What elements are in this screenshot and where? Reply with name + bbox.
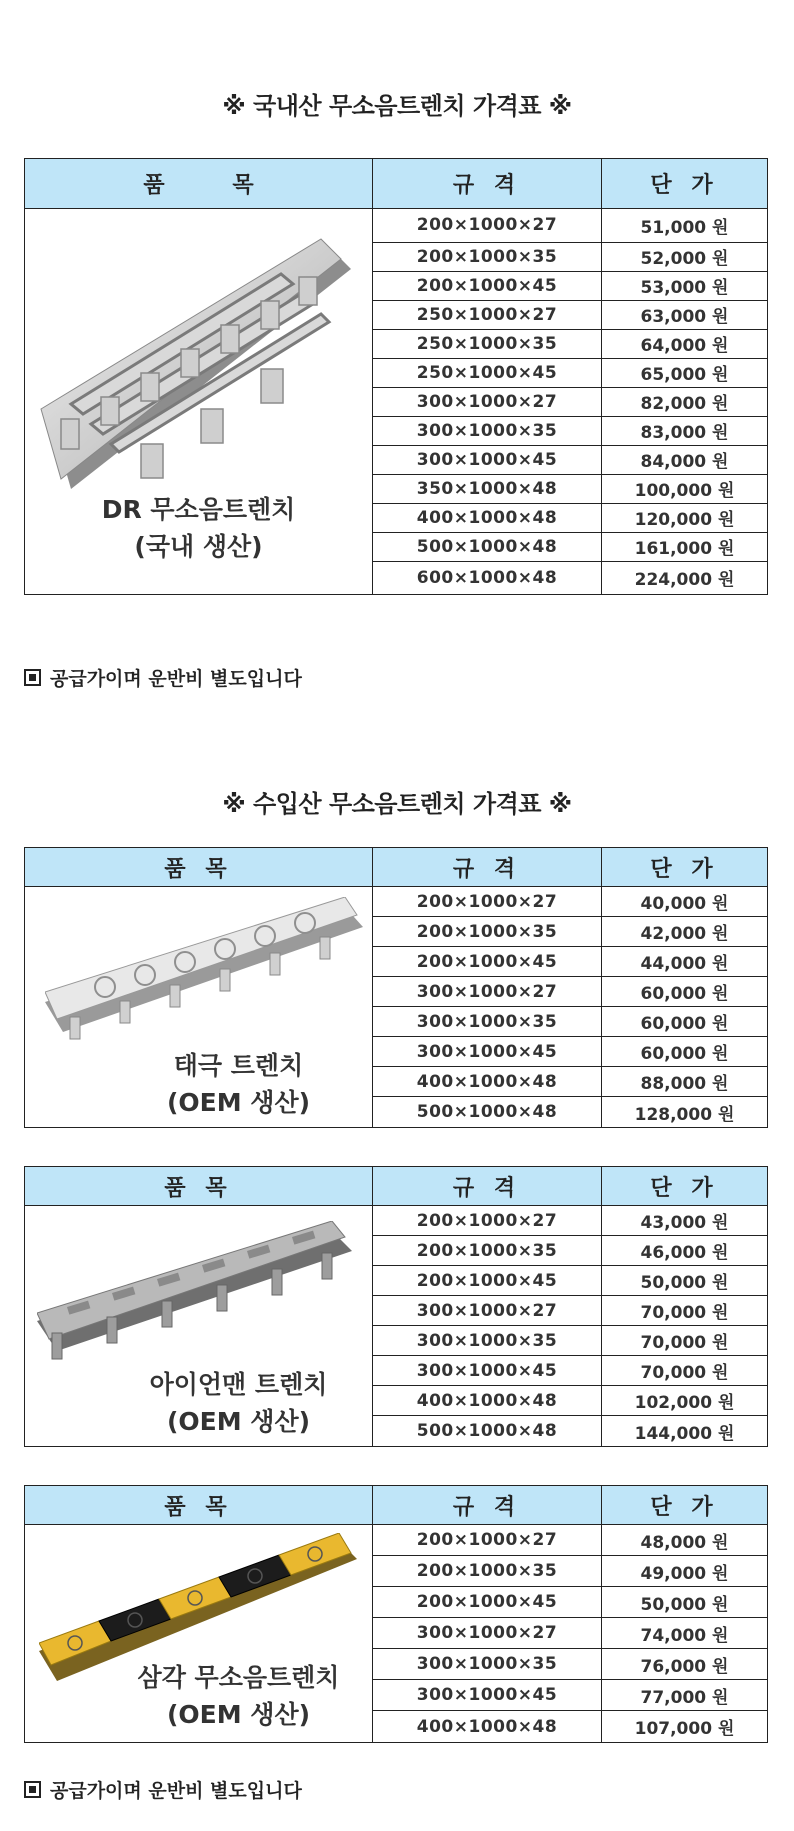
imported-section-title: ※ 수입산 무소음트렌치 가격표 ※ [222, 790, 572, 818]
trench-grate-silver-image [31, 229, 361, 499]
spec-cell: 300×1000×27 [373, 977, 602, 1007]
spec-cell: 200×1000×35 [373, 242, 602, 271]
spec-cell: 400×1000×48 [373, 503, 602, 532]
table-row [25, 1525, 768, 1556]
price-cell: 144,000 원 [602, 1416, 768, 1447]
header-price: 단 가 [602, 1486, 768, 1525]
spec-cell: 400×1000×48 [373, 1386, 602, 1416]
spec-cell: 300×1000×35 [373, 416, 602, 445]
price-cell: 53,000 원 [602, 271, 768, 300]
price-cell: 65,000 원 [602, 358, 768, 387]
price-cell: 102,000 원 [602, 1386, 768, 1416]
spec-cell: 300×1000×35 [373, 1649, 602, 1680]
spec-cell: 600×1000×48 [373, 561, 602, 594]
product-name-line1: 아이언맨 트렌치 [149, 1370, 328, 1399]
spec-cell: 200×1000×27 [373, 1525, 602, 1556]
product-name-line2: (OEM 생산) [166, 1088, 311, 1117]
imported-product-name-1 [65, 1047, 412, 1121]
spec-cell: 300×1000×27 [373, 1296, 602, 1326]
price-cell: 60,000 원 [602, 977, 768, 1007]
price-cell: 42,000 원 [602, 917, 768, 947]
spec-cell: 200×1000×45 [373, 1266, 602, 1296]
table-row [25, 1206, 768, 1236]
price-cell: 100,000 원 [602, 474, 768, 503]
header-item: 품 목 [25, 1486, 373, 1525]
price-cell: 70,000 원 [602, 1356, 768, 1386]
table-row [25, 209, 768, 243]
spec-cell: 300×1000×45 [373, 1356, 602, 1386]
price-cell: 40,000 원 [602, 887, 768, 917]
imported-product-name-3 [65, 1659, 412, 1733]
spec-cell: 400×1000×48 [373, 1711, 602, 1743]
table-header-row [25, 159, 768, 209]
price-cell: 51,000 원 [602, 209, 768, 243]
price-cell: 83,000 원 [602, 416, 768, 445]
price-cell: 48,000 원 [602, 1525, 768, 1556]
price-cell: 49,000 원 [602, 1556, 768, 1587]
spec-cell: 300×1000×27 [373, 387, 602, 416]
spec-cell: 300×1000×27 [373, 1618, 602, 1649]
imported-table-2-wrap [24, 1166, 767, 1447]
imported-product-cell-2 [25, 1206, 373, 1447]
trench-grate-ironman-image [37, 1221, 357, 1381]
spec-cell: 200×1000×35 [373, 1556, 602, 1587]
imported-note [24, 1776, 302, 1803]
table-header-row [25, 1167, 768, 1206]
spec-cell: 200×1000×35 [373, 917, 602, 947]
header-item: 품 목 [25, 1167, 373, 1206]
product-name-line1: 삼각 무소음트렌치 [137, 1663, 340, 1692]
note-text: 공급가이며 운반비 별도입니다 [50, 668, 302, 690]
imported-table-1-wrap [24, 847, 767, 1128]
price-cell: 82,000 원 [602, 387, 768, 416]
imported-product-cell-3 [25, 1525, 373, 1743]
spec-cell: 200×1000×45 [373, 1587, 602, 1618]
price-cell: 60,000 원 [602, 1037, 768, 1067]
product-name-line1: DR 무소음트렌치 [101, 495, 296, 524]
price-cell: 50,000 원 [602, 1266, 768, 1296]
domestic-section-title: ※ 국내산 무소음트렌치 가격표 ※ [222, 92, 572, 120]
spec-cell: 400×1000×48 [373, 1067, 602, 1097]
imported-product-cell-1 [25, 887, 373, 1128]
price-cell: 128,000 원 [602, 1097, 768, 1128]
price-cell: 77,000 원 [602, 1680, 768, 1711]
imported-price-table-1 [24, 847, 768, 1128]
spec-cell: 250×1000×27 [373, 300, 602, 329]
domestic-product-cell [25, 209, 373, 595]
square-bullet-icon [24, 1781, 41, 1798]
price-cell: 46,000 원 [602, 1236, 768, 1266]
domestic-price-table-wrap [24, 158, 767, 595]
price-cell: 161,000 원 [602, 532, 768, 561]
price-cell: 88,000 원 [602, 1067, 768, 1097]
price-cell: 44,000 원 [602, 947, 768, 977]
product-name-line2: (OEM 생산) [166, 1407, 311, 1436]
imported-price-table-2 [24, 1166, 768, 1447]
spec-cell: 250×1000×45 [373, 358, 602, 387]
domestic-note [24, 664, 302, 691]
price-cell: 50,000 원 [602, 1587, 768, 1618]
spec-cell: 200×1000×45 [373, 271, 602, 300]
price-cell: 84,000 원 [602, 445, 768, 474]
spec-cell: 350×1000×48 [373, 474, 602, 503]
trench-grate-taegeuk-image [45, 897, 365, 1067]
spec-cell: 200×1000×45 [373, 947, 602, 977]
price-cell: 70,000 원 [602, 1296, 768, 1326]
header-spec: 규 격 [373, 1167, 602, 1206]
square-bullet-icon [24, 669, 41, 686]
price-cell: 64,000 원 [602, 329, 768, 358]
price-cell: 60,000 원 [602, 1007, 768, 1037]
header-price: 단 가 [602, 848, 768, 887]
header-spec: 규 격 [373, 1486, 602, 1525]
spec-cell: 200×1000×27 [373, 1206, 602, 1236]
spec-cell: 300×1000×45 [373, 1037, 602, 1067]
price-cell: 63,000 원 [602, 300, 768, 329]
imported-price-table-3 [24, 1485, 768, 1743]
spec-cell: 200×1000×27 [373, 209, 602, 243]
price-cell: 224,000 원 [602, 561, 768, 594]
price-cell: 70,000 원 [602, 1326, 768, 1356]
price-cell: 52,000 원 [602, 242, 768, 271]
price-cell: 120,000 원 [602, 503, 768, 532]
spec-cell: 300×1000×45 [373, 1680, 602, 1711]
spec-cell: 500×1000×48 [373, 1097, 602, 1128]
product-name-line2: (OEM 생산) [166, 1700, 311, 1729]
spec-cell: 500×1000×48 [373, 532, 602, 561]
table-header-row [25, 1486, 768, 1525]
imported-product-name-2 [65, 1366, 412, 1440]
price-cell: 107,000 원 [602, 1711, 768, 1743]
spec-cell: 300×1000×35 [373, 1326, 602, 1356]
domestic-product-name [25, 491, 372, 565]
header-spec: 규 격 [373, 848, 602, 887]
imported-table-3-wrap [24, 1485, 767, 1743]
spec-cell: 200×1000×27 [373, 887, 602, 917]
spec-cell: 500×1000×48 [373, 1416, 602, 1447]
price-cell: 74,000 원 [602, 1618, 768, 1649]
product-name-line1: 태극 트렌치 [173, 1051, 304, 1080]
spec-cell: 300×1000×45 [373, 445, 602, 474]
spec-cell: 300×1000×35 [373, 1007, 602, 1037]
header-spec: 규 격 [373, 159, 602, 209]
spec-cell: 200×1000×35 [373, 1236, 602, 1266]
header-price: 단 가 [602, 159, 768, 209]
header-item: 품 목 [25, 159, 373, 209]
price-cell: 76,000 원 [602, 1649, 768, 1680]
product-name-line2: (국내 생산) [134, 532, 263, 561]
price-cell: 43,000 원 [602, 1206, 768, 1236]
spec-cell: 250×1000×35 [373, 329, 602, 358]
domestic-price-table [24, 158, 768, 595]
header-price: 단 가 [602, 1167, 768, 1206]
table-header-row [25, 848, 768, 887]
note-text: 공급가이며 운반비 별도입니다 [50, 1780, 302, 1802]
table-row [25, 887, 768, 917]
header-item: 품 목 [25, 848, 373, 887]
